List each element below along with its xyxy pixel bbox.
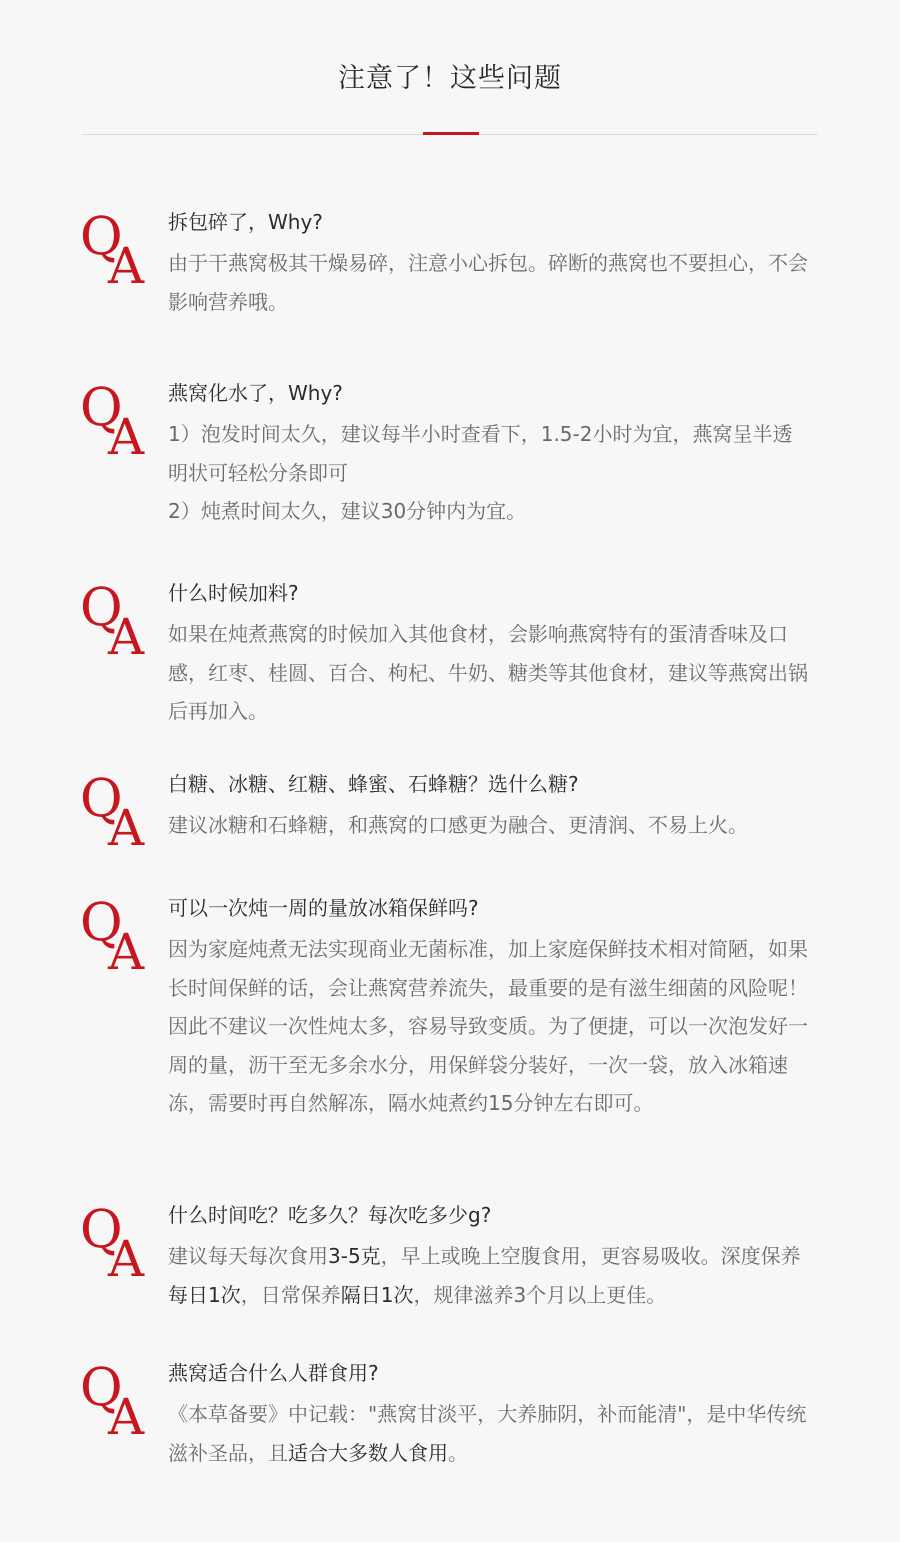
qa-icon bbox=[80, 578, 154, 666]
answer-highlight: 适合大多数人食用 bbox=[288, 1440, 448, 1465]
faq-answer bbox=[168, 615, 808, 731]
faq-answer bbox=[168, 930, 808, 1123]
answer-highlight: 每日1次 bbox=[168, 1282, 241, 1307]
faq-item bbox=[168, 893, 808, 1123]
answer-text: 。 bbox=[448, 1440, 468, 1465]
qa-icon-a: A bbox=[108, 1388, 145, 1446]
faq-question: 燕窝适合什么人群食用? bbox=[168, 1361, 379, 1385]
faq-answer-line: 建议冰糖和石蜂糖，和燕窝的口感更为融合、更清润、不易上火。 bbox=[168, 813, 748, 837]
qa-icon bbox=[80, 893, 154, 981]
faq-item bbox=[168, 1200, 808, 1314]
faq-question: 拆包碎了，Why? bbox=[168, 210, 323, 234]
faq-answer bbox=[168, 244, 808, 321]
qa-icon-q: Q bbox=[80, 1358, 123, 1418]
qa-icon-q: Q bbox=[80, 893, 123, 953]
faq-answer bbox=[168, 415, 808, 531]
qa-icon bbox=[80, 378, 154, 466]
qa-icon bbox=[80, 769, 154, 857]
qa-icon-a: A bbox=[108, 608, 145, 666]
faq-answer-line: 如果在炖煮燕窝的时候加入其他食材，会影响燕窝特有的蛋清香味及口感，红枣、桂圆、百合、枸杞、牛奶、糖类等其他食材，建议等燕窝出锅后再加入。 bbox=[168, 622, 808, 723]
answer-text: 建议每天每次食用 bbox=[168, 1244, 328, 1268]
faq-answer bbox=[168, 806, 808, 845]
qa-icon-q: Q bbox=[80, 769, 123, 829]
qa-icon-q: Q bbox=[80, 378, 123, 438]
faq-item bbox=[168, 1358, 808, 1472]
qa-icon-a: A bbox=[108, 237, 145, 295]
qa-icon bbox=[80, 207, 154, 295]
faq-question: 什么时间吃？吃多久？每次吃多少g? bbox=[168, 1203, 492, 1227]
answer-text: ，规律滋养3个月以上更佳。 bbox=[413, 1282, 667, 1307]
qa-icon bbox=[80, 1358, 154, 1446]
faq-question: 白糖、冰糖、红糖、蜂蜜、石蜂糖？选什么糖? bbox=[168, 772, 579, 796]
qa-icon-a: A bbox=[108, 1230, 145, 1288]
faq-answer-line bbox=[168, 1237, 808, 1314]
faq-item bbox=[168, 769, 808, 845]
answer-text: 《本草备要》中记载："燕窝甘淡平，大养肺阴，补而能清"，是中华传统滋补圣品，且 bbox=[168, 1402, 807, 1465]
faq-item bbox=[168, 207, 808, 321]
qa-icon-q: Q bbox=[80, 1200, 123, 1260]
faq-answer bbox=[168, 1395, 808, 1472]
qa-icon-q: Q bbox=[80, 578, 123, 638]
faq-question: 可以一次炖一周的量放冰箱保鲜吗? bbox=[168, 896, 479, 920]
faq-answer-line bbox=[168, 1395, 808, 1472]
answer-text: ，日常保养 bbox=[240, 1282, 341, 1307]
title-divider-accent bbox=[423, 132, 479, 135]
faq-answer-line: 因为家庭炖煮无法实现商业无菌标准，加上家庭保鲜技术相对简陋，如果长时间保鲜的话，会让燕窝营养流失，最重要的是有滋生细菌的风险呢！ 因此不建议一次性炖太多，容易导致变质。为了便捷，可以一次泡发好一周的量，沥干至无多余水分，用保鲜袋分装好，一次一袋，放入冰箱速冻，需要时再自然解冻，隔水炖煮约15分钟左右即可。 bbox=[168, 937, 808, 1115]
faq-item bbox=[168, 378, 808, 531]
answer-highlight: 3-5克 bbox=[328, 1244, 381, 1268]
faq-answer-line: 由于干燕窝极其干燥易碎，注意小心拆包。碎断的燕窝也不要担心，不会影响营养哦。 bbox=[168, 251, 808, 314]
qa-icon-a: A bbox=[108, 923, 145, 981]
answer-text: ，早上或晚上空腹食用，更容易吸收。深度保养 bbox=[380, 1244, 801, 1268]
faq-answer-line: 1）泡发时间太久，建议每半小时查看下，1.5-2小时为宜，燕窝呈半透明状可轻松分条即可 bbox=[168, 422, 793, 485]
faq-answer bbox=[168, 1237, 808, 1314]
qa-icon-a: A bbox=[108, 799, 145, 857]
faq-question: 什么时候加料? bbox=[168, 581, 299, 605]
page-title: 注意了！这些问题 bbox=[338, 63, 562, 94]
faq-item bbox=[168, 578, 808, 731]
qa-icon-a: A bbox=[108, 408, 145, 466]
qa-icon bbox=[80, 1200, 154, 1288]
faq-answer-line: 2）炖煮时间太久，建议30分钟内为宜。 bbox=[168, 499, 527, 523]
qa-icon-q: Q bbox=[80, 207, 123, 267]
faq-question: 燕窝化水了，Why? bbox=[168, 381, 343, 405]
answer-highlight: 隔日1次 bbox=[340, 1282, 414, 1307]
